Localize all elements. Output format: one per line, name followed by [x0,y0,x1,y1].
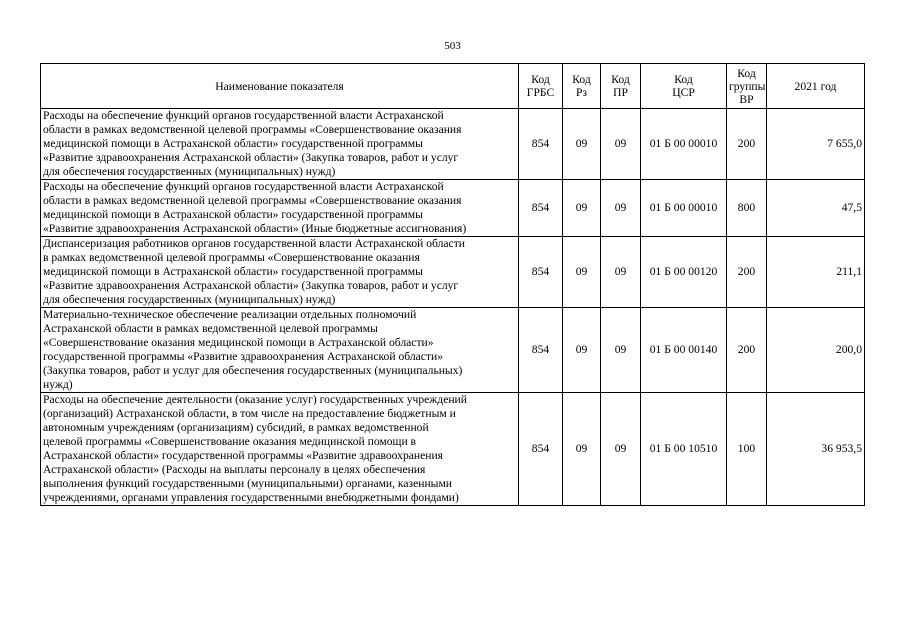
row-name: Диспансеризация работников органов государственной власти Астраханской области в рамках ведомственной целевой программы «Совершенствование оказания медицинской помощи в Астраханской области» государственной программы «Развитие здравоохранения Астраханской области» (Закупка товаров, работ и услуг для обеспечения государственных (муниципальных) нужд) [41,237,519,308]
row-pr: 09 [601,308,641,393]
row-csr: 01 Б 00 00120 [641,237,727,308]
header-name: Наименование показателя [41,64,519,109]
row-name: Расходы на обеспечение функций органов государственной власти Астраханской области в рамках ведомственной целевой программы «Совершенствование оказания медицинской помощи в Астраханской области» государственной программы «Развитие здравоохранения Астраханской области» (Иные бюджетные ассигнования) [41,180,519,237]
row-vr: 200 [727,109,767,180]
row-grbs: 854 [519,308,563,393]
row-grbs: 854 [519,237,563,308]
row-name: Расходы на обеспечение деятельности (оказание услуг) государственных учреждений (организаций) Астраханской области, в том числе на предоставление бюджетным и автономным учреждениям (организациям) субсидий, в рамках ведомственной целевой программы «Совершенствование оказания медицинской помощи в Астраханской области» государственной программы «Развитие здравоохранения Астраханской области» (Расходы на выплаты персоналу в целях обеспечения выполнения функций государственными (муниципальными) органами, казенными учреждениями, органами управления государственными внебюджетными фондами) [41,393,519,506]
header-pr: Код ПР [601,64,641,109]
header-grbs: Код ГРБС [519,64,563,109]
row-pr: 09 [601,109,641,180]
row-vr: 100 [727,393,767,506]
header-rz: Код Рз [563,64,601,109]
page-number: 503 [444,40,461,52]
header-csr: Код ЦСР [641,64,727,109]
row-rz: 09 [563,308,601,393]
row-vr: 800 [727,180,767,237]
row-vr: 200 [727,308,767,393]
row-vr: 200 [727,237,767,308]
row-rz: 09 [563,180,601,237]
table-row [41,308,865,393]
header-vr: Код группы ВР [727,64,767,109]
row-pr: 09 [601,393,641,506]
row-rz: 09 [563,109,601,180]
row-csr: 01 Б 00 00010 [641,180,727,237]
budget-table [40,63,865,506]
row-grbs: 854 [519,393,563,506]
row-name: Расходы на обеспечение функций органов государственной власти Астраханской области в рамках ведомственной целевой программы «Совершенствование оказания медицинской помощи в Астраханской области» государственной программы «Развитие здравоохранения Астраханской области» (Закупка товаров, работ и услуг для обеспечения государственных (муниципальных) нужд) [41,109,519,180]
row-grbs: 854 [519,180,563,237]
row-pr: 09 [601,237,641,308]
table-row [41,393,865,506]
row-rz: 09 [563,237,601,308]
table-row [41,109,865,180]
table-row [41,180,865,237]
table-row [41,237,865,308]
row-csr: 01 Б 00 00140 [641,308,727,393]
row-pr: 09 [601,180,641,237]
row-csr: 01 Б 00 10510 [641,393,727,506]
table-header-row [41,64,865,109]
row-grbs: 854 [519,109,563,180]
row-amount: 200,0 [767,308,865,393]
row-amount: 7 655,0 [767,109,865,180]
row-csr: 01 Б 00 00010 [641,109,727,180]
row-rz: 09 [563,393,601,506]
row-name: Материально-техническое обеспечение реализации отдельных полномочий Астраханской области в рамках ведомственной целевой программы «Совершенствование оказания медицинской помощи в Астраханской области» государственной программы «Развитие здравоохранения Астраханской области» (Закупка товаров, работ и услуг для обеспечения государственных (муниципальных) нужд) [41,308,519,393]
row-amount: 47,5 [767,180,865,237]
row-amount: 211,1 [767,237,865,308]
row-amount: 36 953,5 [767,393,865,506]
header-year: 2021 год [767,64,865,109]
